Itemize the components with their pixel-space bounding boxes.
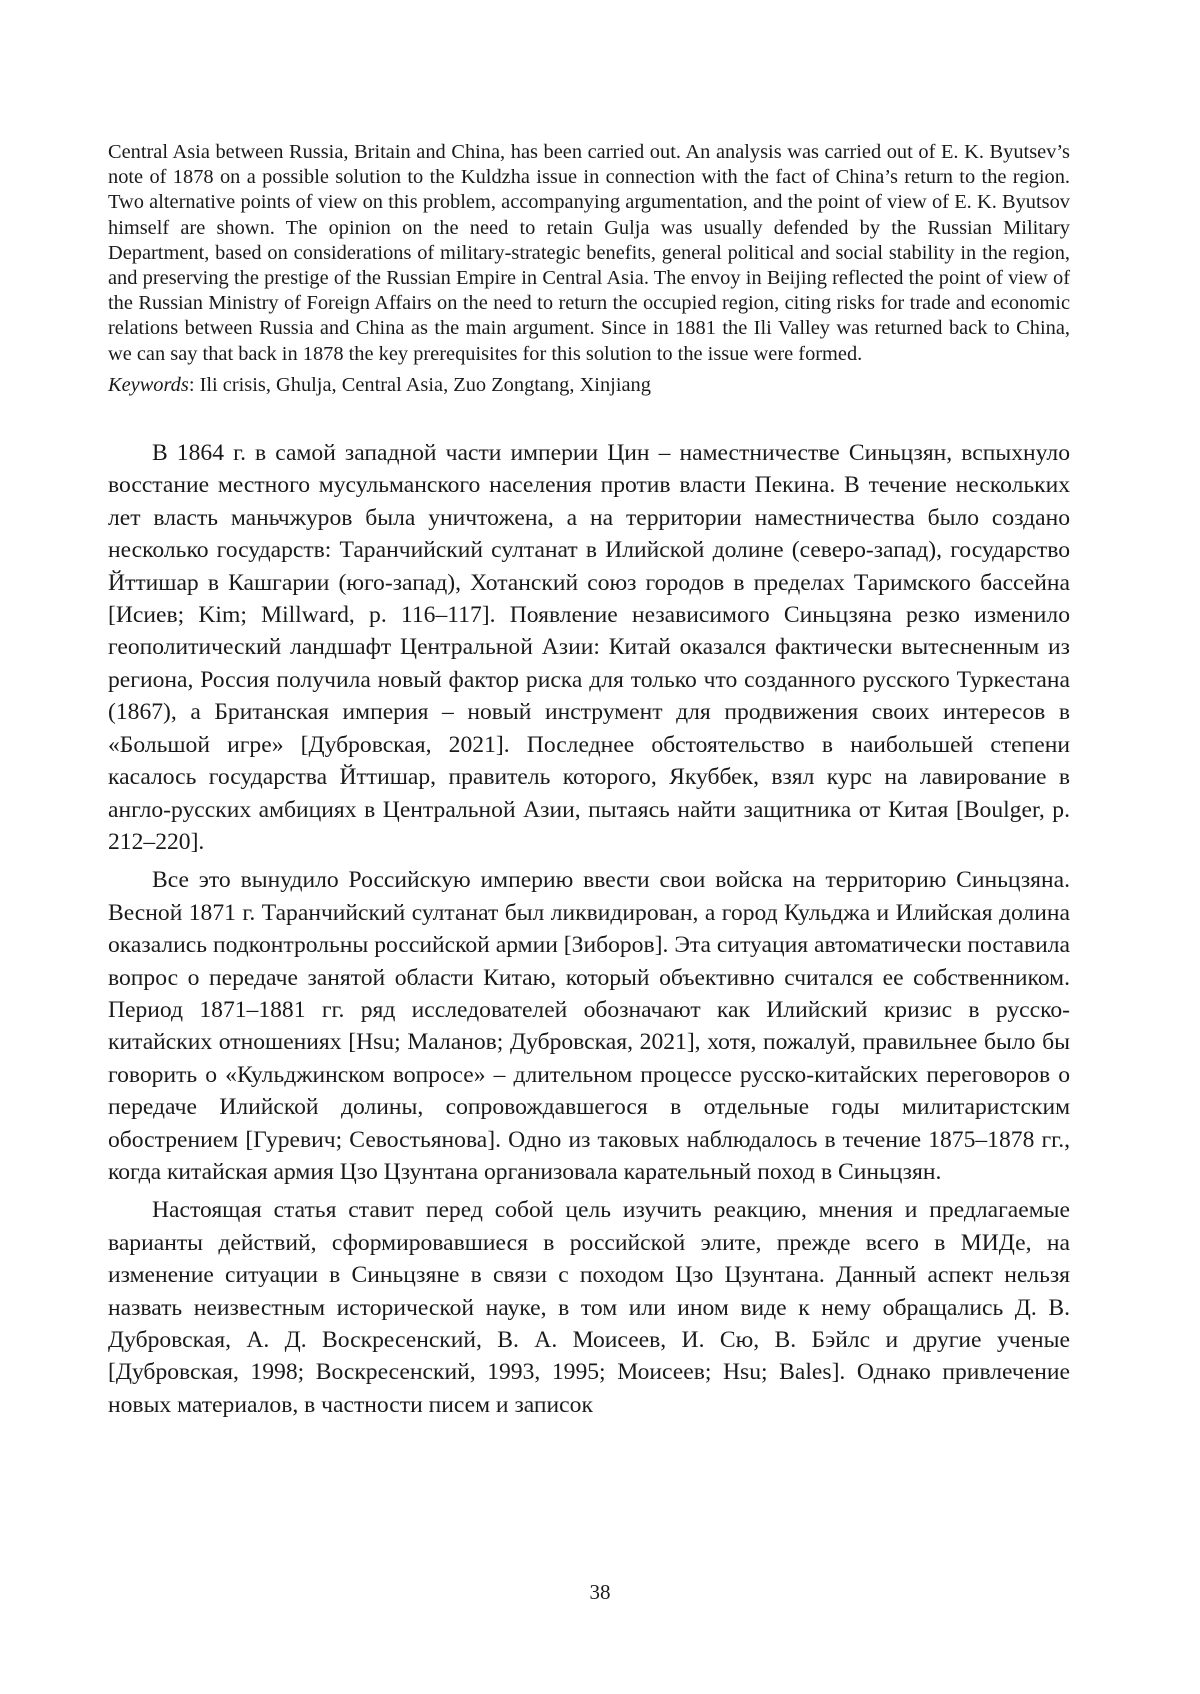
article-body	[108, 437, 1070, 1421]
abstract-text: Central Asia between Russia, Britain and China, has been carried out. An analysis was carried out of E. K. Byutsev’s note of 1878 on a possible solution to the Kuldzha issue in connection with the fact of China’s return to the region. Two alternative points of view on this problem, accompanying argumentation, and the point of view of E. K. Byutsov himself are shown. The opinion on the need to retain Gulja was usually defended by the Russian Military Department, based on considerations of military-strategic benefits, general political and social stability in the region, and preserving the prestige of the Russian Empire in Central Asia. The envoy in Beijing reflected the point of view of the Russian Ministry of Foreign Affairs on the need to return the occupied region, citing risks for trade and economic relations between Russia and China as the main argument. Since in 1881 the Ili Valley was returned back to China, we can say that back in 1878 the key prerequisites for this solution to the issue were formed.	[108, 141, 1070, 365]
body-paragraph: В 1864 г. в самой западной части империи Цин – наместничестве Синьцзян, вспыхнуло восстание местного мусульманского населения против власти Пекина. В течение нескольких лет власть маньчжуров была уничтожена, а на территории наместничества было создано несколько государств: Таранчийский султанат в Илийской долине (северо-запад), государство Йттишар в Кашгарии (юго-запад), Хотанский союз городов в пределах Таримского бассейна [Исиев; Kim; Millward, p. 116–117]. Появление независимого Синьцзяна резко изменило геополитический ландшафт Центральной Азии: Китай оказался фактически вытесненным из региона, Россия получила новый фактор риска для только что созданного русского Туркестана (1867), а Британская империя – новый инструмент для продвижения своих интересов в «Большой игре» [Дубровская, 2021]. Последнее обстоятельство в наибольшей степени касалось государства Йттишар, правитель которого, Якуббек, взял курс на лавирование в англо-русских амбициях в Центральной Азии, пытаясь найти защитника от Китая [Boulger, p. 212–220].	[108, 440, 1070, 855]
keywords-label: Keywords	[108, 373, 189, 396]
keywords-line	[108, 373, 1070, 398]
page-content	[108, 140, 1070, 1427]
page-number: 38	[589, 1580, 611, 1604]
keywords-list: : Ili crisis, Ghulja, Central Asia, Zuo Zongtang, Xinjiang	[188, 373, 651, 396]
body-paragraph: Настоящая статья ставит перед собой цель изучить реакцию, мнения и предлагаемые варианты действий, сформировавшиеся в российской элите, прежде всего в МИДе, на изменение ситуации в Синьцзяне в связи с походом Цзо Цзунтана. Данный аспект нельзя назвать неизвестным исторической науке, в том или ином виде к нему обращались Д. В. Дубровская, А. Д. Воскресенский, В. А. Моисеев, И. Сю, В. Бэйлс и другие ученые [Дубровская, 1998; Воскресенский, 1993, 1995; Моисеев; Hsu; Bales]. Однако привлечение новых материалов, в частности писем и записок	[108, 1197, 1070, 1418]
body-paragraph: Все это вынудило Российскую империю ввести свои войска на территорию Синьцзяна. Весной 1871 г. Таранчийский султанат был ликвидирован, а город Кульджа и Илийская долина оказались подконтрольны российской армии [Зиборов]. Эта ситуация автоматически поставила вопрос о передаче занятой области Китаю, который объективно считался ее собственником. Период 1871–1881 гг. ряд исследователей обозначают как Илийский кризис в русско-китайских отношениях [Hsu; Маланов; Дубровская, 2021], хотя, пожалуй, правильнее было бы говорить о «Кульджинском вопросе» – длительном процессе русско-китайских переговоров о передаче Илийской долины, сопровождавшегося в отдельные годы милитаристским обострением [Гуревич; Севостьянова]. Одно из таковых наблюдалось в течение 1875–1878 гг., когда китайская армия Цзо Цзунтана организовала карательный поход в Синьцзян.	[108, 867, 1070, 1185]
